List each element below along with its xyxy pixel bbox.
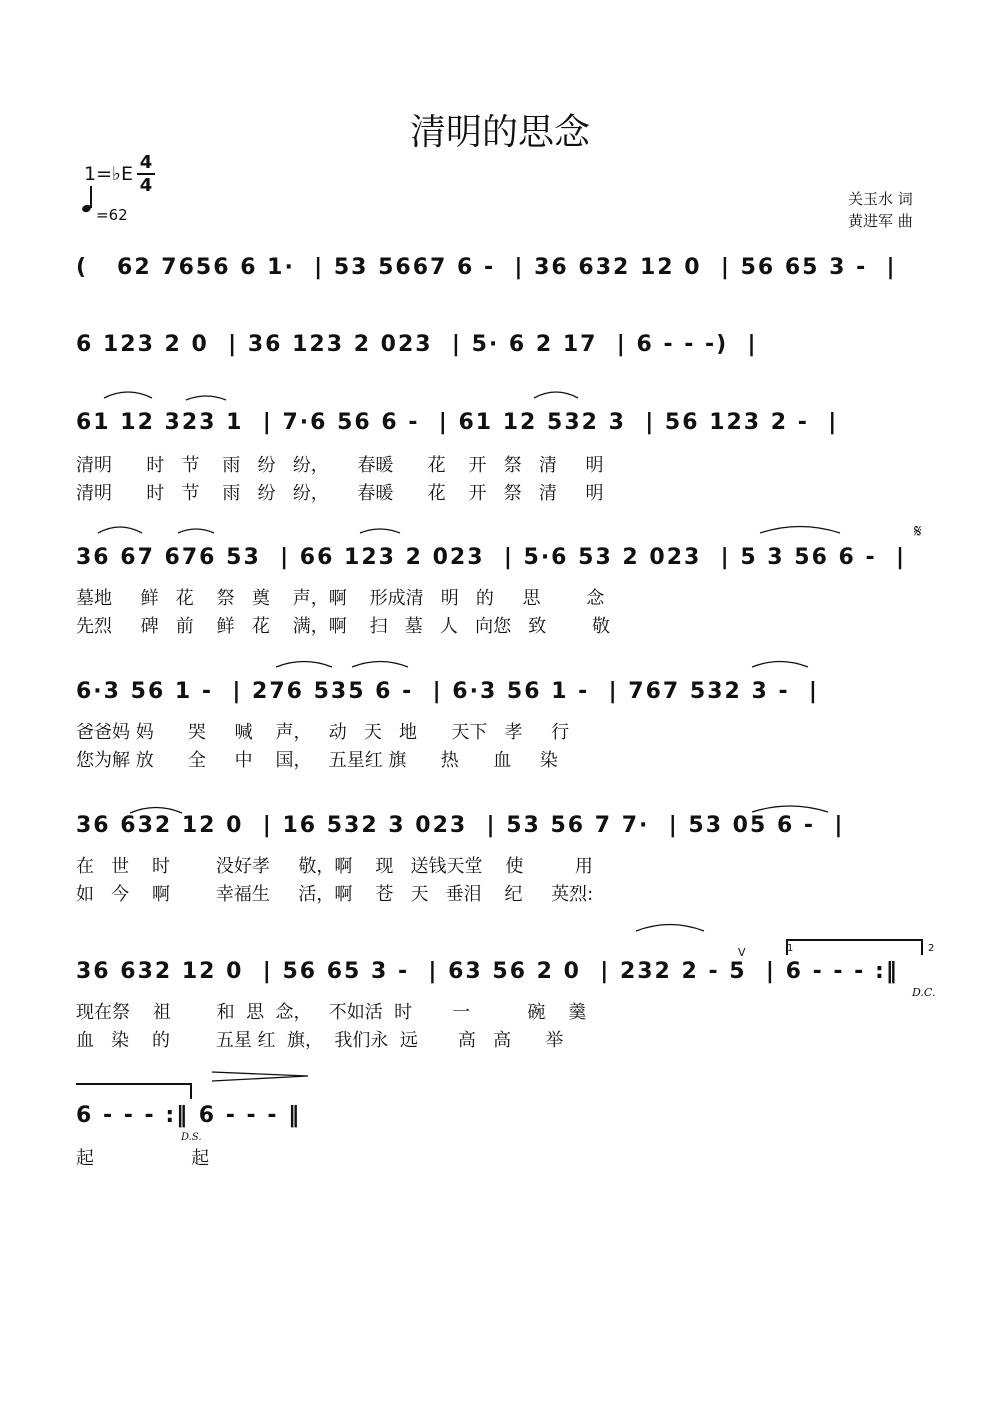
lyric-row-4-verse-2: 先烈 碑 前 鲜 花 满，啊 扫 墓 人 向您 致 敬 <box>76 616 611 637</box>
lyric-row-3-verse-1: 清明 时 节 雨 纷 纷， 春暖 花 开 祭 清 明 <box>76 455 604 476</box>
lyric-row-3-verse-2: 清明 时 节 雨 纷 纷， 春暖 花 开 祭 清 明 <box>76 483 604 504</box>
music-row-4: 36 67 676 53 | 66 123 2 023 | 5·6 53 2 023 | 5 3 56 6 - | <box>76 545 906 570</box>
volta-bracket-1-right <box>921 939 923 955</box>
tie-arc <box>186 396 226 400</box>
tie-arc <box>98 527 142 533</box>
tempo-marking: =62 <box>96 206 128 224</box>
volta-bracket-1-left <box>786 939 788 955</box>
lyricist-credit: 关玉水 词 <box>848 190 913 208</box>
tie-arc <box>752 806 828 812</box>
music-row-1: ( 62 7656 6 1· | 53 5667 6 - | 36 632 12 0 | 56 65 3 - | <box>76 255 897 280</box>
lyric-row-5-verse-2: 您为解 放 全 中 国， 五星红 旗 热 血 染 <box>76 750 558 771</box>
lyric-row-6-verse-1: 在 世 时 没好孝 敬，啊 现 送钱天堂 使 用 <box>76 856 593 877</box>
tie-arc <box>104 392 152 398</box>
lyric-row-7-verse-1: 现在祭 祖 和 思 念， 不如活 时 一 碗 羹 <box>76 1002 587 1023</box>
music-row-2: 6 123 2 0 | 36 123 2 023 | 5· 6 2 17 | 6 - - -) | <box>76 332 758 357</box>
volta-2-number: 2 <box>928 943 935 954</box>
quarter-note-icon <box>81 204 92 214</box>
tie-arc <box>752 662 808 668</box>
lyric-row-4-verse-1: 墓地 鲜 花 祭 奠 声，啊 形成清 明 的 思 念 <box>76 588 605 609</box>
music-row-3: 61 12 323 1 | 7·6 56 6 - | 61 12 532 3 | 56 123 2 - | <box>76 410 839 435</box>
lyric-row-5-verse-1: 爸爸妈 妈 哭 喊 声， 动 天 地 天下 孝 行 <box>76 722 570 743</box>
decrescendo-hairpin <box>212 1072 308 1081</box>
tie-arc <box>636 925 704 932</box>
volta-bracket-1 <box>786 939 922 941</box>
music-row-7: 36 632 12 0 | 56 65 3 - | 63 56 2 0 | 232 2 - 5 | 6 - - - :‖ <box>76 959 899 984</box>
lyric-row-8-verse-1: 起 起 <box>76 1148 210 1169</box>
music-row-5: 6·3 56 1 - | 276 535 6 - | 6·3 56 1 - | 767 532 3 - | <box>76 679 819 704</box>
song-title: 清明的思念 <box>409 112 590 153</box>
key-signature: 1=♭E <box>84 163 133 185</box>
music-row-6: 36 632 12 0 | 16 532 3 023 | 53 56 7 7· | 53 05 6 - | <box>76 813 845 838</box>
lyric-row-7-verse-2: 血 染 的 五星 红 旗， 我们永 远 高 高 举 <box>76 1030 564 1051</box>
tie-arc <box>276 662 332 668</box>
time-signature-top: 4 <box>139 152 153 173</box>
volta-bracket-continuation-end <box>190 1083 192 1099</box>
segno-icon: 𝄋 <box>914 521 922 542</box>
quarter-note-stem <box>90 186 92 208</box>
time-signature-bottom: 4 <box>139 175 153 196</box>
composer-credit: 黄进军 曲 <box>848 212 913 230</box>
music-row-8: 6 - - - :‖ 6 - - - ‖ <box>76 1103 302 1128</box>
dal-segno-marking: D.S. <box>181 1132 202 1143</box>
da-capo-marking: D.C. <box>912 986 936 999</box>
lyric-row-6-verse-2: 如 今 啊 幸福生 活，啊 苍 天 垂泪 纪 英烈: <box>76 884 594 905</box>
tie-arc <box>352 662 408 668</box>
time-signature <box>137 153 155 195</box>
tie-arc <box>178 529 214 533</box>
breath-mark: V <box>738 946 746 959</box>
tie-arc <box>534 392 578 398</box>
volta-bracket-continuation <box>76 1083 191 1085</box>
volta-1-number: 1 <box>787 943 794 954</box>
tie-arc <box>360 529 400 533</box>
tie-arc <box>760 527 840 534</box>
